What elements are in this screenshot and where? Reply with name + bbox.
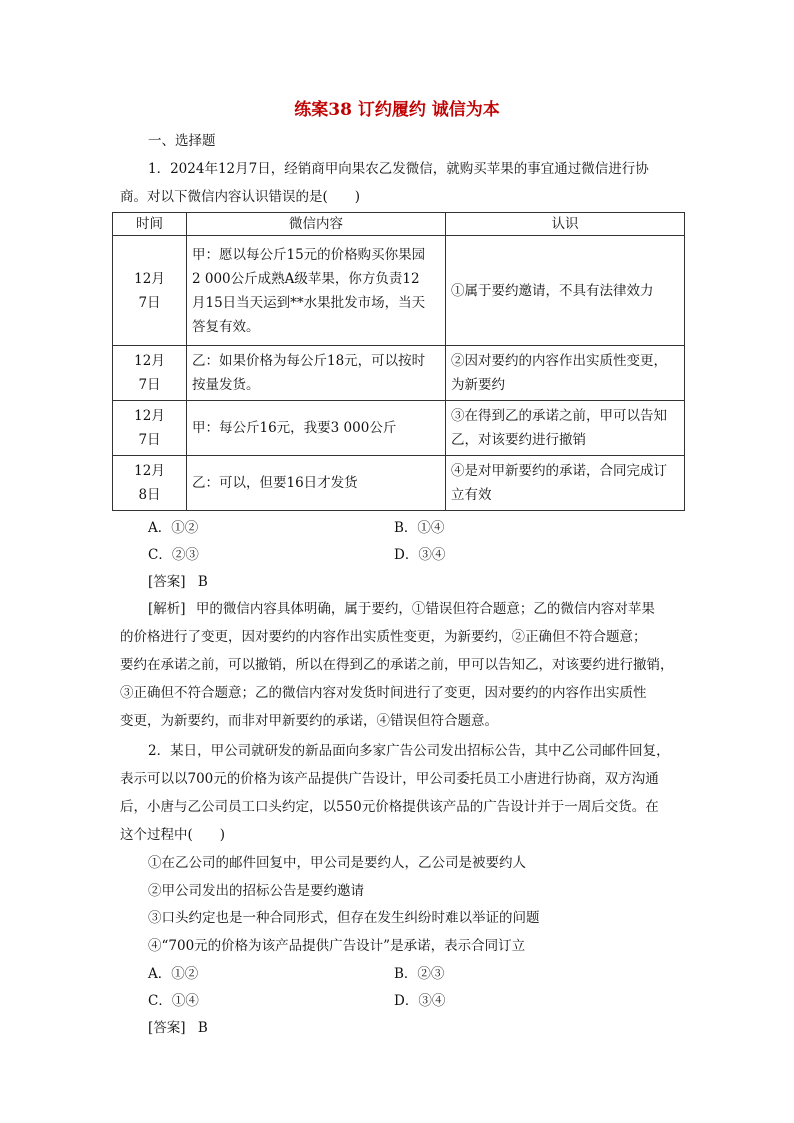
- answer-value: B: [197, 574, 208, 590]
- q1-answer: [148, 573, 208, 591]
- row-content-line: 乙：如果价格为每公斤18元，可以按时: [192, 353, 426, 369]
- row-content-line: 甲：愿以每公斤15元的价格购买你果园: [192, 246, 426, 263]
- row-time: [113, 456, 187, 511]
- q2-statement-2: ②甲公司发出的招标公告是要约邀请: [148, 883, 364, 899]
- row-time-line: 7日: [138, 294, 161, 311]
- answer-value: B: [197, 1020, 208, 1036]
- q1-option-b: B．①④: [394, 520, 445, 536]
- header-time: 时间: [113, 213, 187, 236]
- row-content-line: 甲：每公斤16元，我要3 000公斤: [192, 420, 397, 436]
- table-row: [113, 236, 685, 346]
- row-content-line: 按量发货。: [192, 377, 260, 393]
- q2-stem-line-3: 后，小唐与乙公司员工口头约定，以550元价格提供该产品的广告设计并于一周后交货。在: [120, 799, 659, 815]
- q2-statement-4: ④“700元的价格为该产品提供广告设计”是承诺，表示合同订立: [148, 938, 526, 954]
- q1-analysis-line-2: 的价格进行了变更，因对要约的内容作出实质性变更，为新要约，②正确但不符合题意；: [120, 629, 647, 645]
- row-time: [113, 346, 187, 401]
- row-time-line: 12月: [134, 463, 165, 479]
- q2-answer: [148, 1019, 208, 1037]
- section-heading: 一、选择题: [148, 133, 216, 149]
- analysis-text: 甲的微信内容具体明确，属于要约，①错误但符合题意；乙的微信内容对苹果: [195, 601, 655, 617]
- row-view-line: ③在得到乙的承诺之前，甲可以告知: [451, 408, 667, 424]
- q2-option-c: C．①④: [148, 993, 199, 1009]
- row-view-line: 为新要约: [451, 377, 505, 393]
- row-view-line: ②因对要约的内容作出实质性变更，: [451, 353, 667, 369]
- row-view-line: ④是对甲新要约的承诺，合同完成订: [451, 463, 667, 479]
- row-content: [187, 456, 446, 511]
- table-row: [113, 401, 685, 456]
- row-time: [113, 236, 187, 346]
- row-view-line: 乙，对该要约进行撤销: [451, 432, 586, 448]
- q1-option-a: A．①②: [148, 520, 199, 536]
- q1-option-c: C．②③: [148, 547, 199, 563]
- row-view-line: 立有效: [451, 487, 492, 503]
- table-row: [113, 346, 685, 401]
- row-time: [113, 401, 187, 456]
- q1-option-d: D．③④: [394, 547, 446, 563]
- q1-analysis-line-1: [148, 600, 690, 618]
- q1-stem-line-1: 1．2024年12月7日，经销商甲向果农乙发微信，就购买苹果的事宜通过微信进行协: [148, 161, 649, 177]
- page-title: 练案38 订约履约 诚信为本: [294, 100, 500, 120]
- q1-analysis-line-4: ③正确但不符合题意；乙的微信内容对发货时间进行了变更，因对要约的内容作出实质性: [120, 685, 647, 701]
- row-view: [446, 401, 685, 456]
- row-view: [446, 236, 685, 346]
- row-time-line: 7日: [138, 377, 161, 393]
- q2-option-a: A．①②: [148, 966, 199, 982]
- q2-statement-3: ③口头约定也是一种合同形式，但存在发生纠纷时难以举证的问题: [148, 910, 540, 926]
- row-content: [187, 346, 446, 401]
- table-header-row: [113, 213, 685, 236]
- q1-stem-line-2: 商。对以下微信内容认识错误的是( ): [120, 189, 361, 205]
- q2-option-d: D．③④: [394, 993, 446, 1009]
- q2-stem-line-1: 2．某日，甲公司就研发的新品面向多家广告公司发出招标公告，其中乙公司邮件回复，: [148, 743, 670, 759]
- row-content-line: 乙：可以，但要16日才发货: [192, 475, 358, 491]
- header-view: 认识: [446, 213, 685, 236]
- q2-stem-line-4: 这个过程中( ): [120, 827, 226, 843]
- row-content-line: 月15日当天运到**水果批发市场，当天: [192, 294, 426, 311]
- analysis-label: [解析]: [148, 601, 186, 617]
- table-row: [113, 456, 685, 511]
- row-time-line: 12月: [134, 408, 165, 424]
- row-time-line: 7日: [138, 432, 161, 448]
- row-view: [446, 456, 685, 511]
- q2-stem-line-2: 表示可以以700元的价格为该产品提供广告设计，甲公司委托员工小唐进行协商，双方沟通: [120, 771, 659, 787]
- answer-label: [答案]: [148, 1020, 186, 1036]
- q1-table: [112, 212, 685, 511]
- q1-analysis-line-5: 变更，为新要约，而非对甲新要约的承诺，④错误但符合题意。: [120, 713, 498, 729]
- q1-analysis-line-3: 要约在承诺之前，可以撤销，所以在得到乙的承诺之前，甲可以告知乙，对该要约进行撤销，: [120, 657, 674, 673]
- row-content: [187, 401, 446, 456]
- row-time-line: 12月: [134, 353, 165, 369]
- row-content: [187, 236, 446, 346]
- row-view: [446, 346, 685, 401]
- row-time-line: 12月: [134, 270, 165, 287]
- row-content-line: 答复有效。: [192, 318, 260, 335]
- row-time-line: 8日: [138, 487, 161, 503]
- q2-option-b: B．②③: [394, 966, 445, 982]
- header-content: 微信内容: [187, 213, 446, 236]
- row-content-line: 2 000公斤成熟A级苹果，你方负责12: [192, 270, 420, 287]
- answer-label: [答案]: [148, 574, 186, 590]
- q2-statement-1: ①在乙公司的邮件回复中，甲公司是要约人，乙公司是被要约人: [148, 855, 526, 871]
- row-view-line: ①属于要约邀请，不具有法律效力: [451, 282, 654, 299]
